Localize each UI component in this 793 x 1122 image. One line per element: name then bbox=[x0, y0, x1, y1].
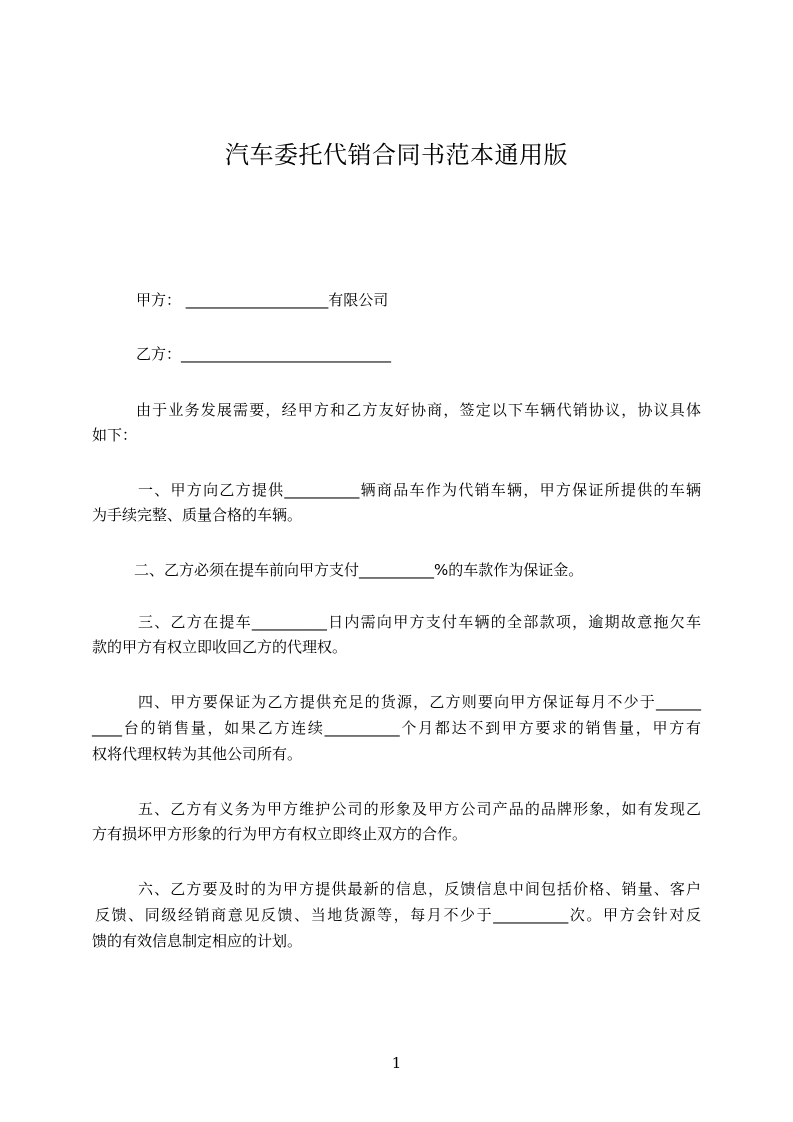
document-title: 汽车委托代销合同书范本通用版 bbox=[225, 141, 568, 169]
clause-6-line-2: 反馈、同级经销商意见反馈、当地货源等，每月不少于__________次。甲方会针对反 bbox=[95, 906, 701, 924]
clause-4-line-3: 权将代理权转为其他公司所有。 bbox=[92, 745, 303, 763]
intro-line-1: 由于业务发展需要，经甲方和乙方友好协商，签定以下车辆代销协议，协议具体 bbox=[136, 401, 701, 419]
page-number: 1 bbox=[391, 1054, 402, 1072]
clause-1-line-2: 为手续完整、质量合格的车辆。 bbox=[92, 506, 303, 524]
clause-3-line-1: 三、乙方在提车__________日内需向甲方支付车辆的全部款项，逾期故意拖欠车 bbox=[138, 613, 701, 631]
clause-4-line-1: 四、甲方要保证为乙方提供充足的货源，乙方则要向甲方保证每月不少于______ bbox=[138, 693, 701, 711]
clause-5-line-1: 五、乙方有义务为甲方维护公司的形象及甲方公司产品的品牌形象，如有发现乙 bbox=[138, 800, 701, 818]
clause-5-line-2: 方有损坏甲方形象的行为甲方有权立即终止双方的合作。 bbox=[92, 825, 468, 843]
clause-2-line-1: 二、乙方必须在提车前向甲方支付__________%的车款作为保证金。 bbox=[134, 561, 584, 579]
party-a-line: 甲方： ___________________有限公司 bbox=[136, 291, 389, 309]
clause-6-line-3: 馈的有效信息制定相应的计划。 bbox=[92, 932, 303, 950]
intro-line-2: 如下： bbox=[92, 426, 138, 444]
clause-1-line-1: 一、甲方向乙方提供__________辆商品车作为代销车辆，甲方保证所提供的车辆 bbox=[138, 481, 701, 499]
clause-4-line-2: ____台的销售量，如果乙方连续__________个月都达不到甲方要求的销售量，甲方有 bbox=[92, 719, 701, 737]
clause-6-line-1: 六、乙方要及时的为甲方提供最新的信息，反馈信息中间包括价格、销量、客户 bbox=[138, 880, 701, 898]
party-b-line: 乙方：____________________________ bbox=[136, 345, 392, 363]
clause-3-line-2: 款的甲方有权立即收回乙方的代理权。 bbox=[92, 638, 348, 656]
